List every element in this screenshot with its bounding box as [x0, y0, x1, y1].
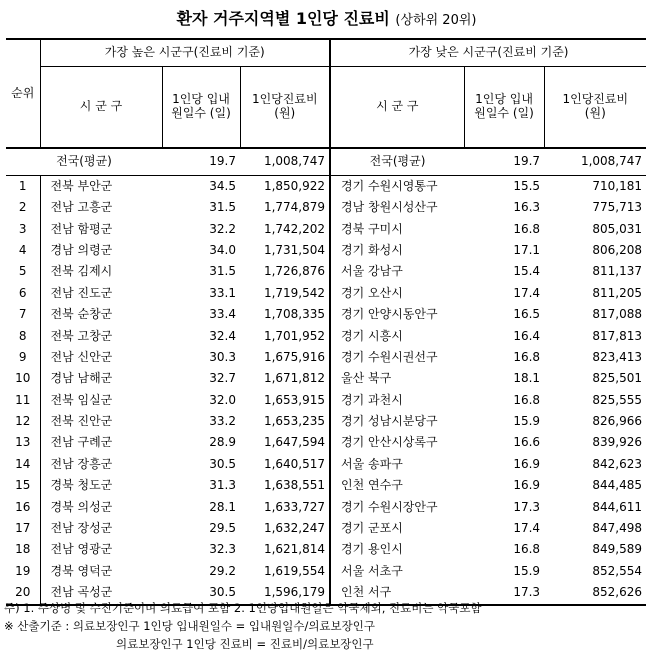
cell-low-cost: 839,926	[592, 435, 643, 450]
national-high-cost: 1,008,747	[240, 148, 330, 176]
table-row	[6, 326, 646, 347]
cell-high-days: 32.0	[209, 392, 236, 407]
cell-low-cost: 844,485	[592, 478, 643, 493]
cell-low-cost: 852,554	[592, 563, 643, 578]
cell-high-cost: 1,653,235	[263, 414, 326, 429]
national-average-row	[6, 148, 646, 176]
cell-high-cost: 1,708,335	[263, 307, 326, 322]
cell-low-days: 16.5	[513, 307, 541, 322]
footer-note-1: 주) 1. 주상병 및 수진기준이며 의료급여 포함 2. 1인당입내원일은 약국제외, 진료비는 약국포함	[4, 601, 482, 615]
cell-low-days: 16.8	[513, 542, 541, 557]
cell-high-days: 28.1	[209, 499, 236, 514]
table-row	[6, 454, 646, 475]
cell-high-region: 전남 장흥군	[50, 456, 113, 471]
cell-low-cost: 710,181	[592, 178, 643, 193]
cell-low-region: 경기 안양시동안구	[330, 304, 464, 325]
table-row	[6, 411, 646, 432]
cell-low-region: 경기 시흥시	[330, 326, 464, 347]
table-row	[6, 497, 646, 518]
cell-low-region: 경기 용인시	[330, 540, 464, 561]
table-row	[6, 240, 646, 261]
header-high-group: 가장 높은 시군구(진료비 기준)	[40, 39, 330, 67]
cell-high-region: 전남 신안군	[50, 349, 113, 364]
table-row	[6, 561, 646, 582]
cell-high-region: 경남 의령군	[50, 242, 113, 257]
ranking-rows	[6, 176, 646, 605]
national-low-cost: 1,008,747	[544, 148, 646, 176]
cell-high-region: 경북 영덕군	[50, 563, 113, 578]
cell-high-region: 전북 임실군	[50, 392, 113, 407]
cell-high-region: 전남 구례군	[50, 435, 113, 450]
cell-low-region: 경기 수원시영통구	[330, 176, 464, 198]
cell-low-cost: 826,966	[592, 414, 643, 429]
cell-high-days: 33.2	[209, 414, 236, 429]
cell-rank: 6	[6, 283, 40, 304]
cell-low-region: 경기 화성시	[330, 240, 464, 261]
cell-high-region: 경남 남해군	[50, 371, 113, 386]
cell-high-days: 29.5	[209, 521, 236, 536]
national-high-days: 19.7	[162, 148, 240, 176]
table-row	[6, 197, 646, 218]
cell-rank: 18	[6, 540, 40, 561]
cell-low-cost: 811,205	[592, 285, 643, 300]
cell-low-cost: 811,137	[592, 264, 643, 279]
cell-low-days: 15.5	[513, 178, 541, 193]
cell-high-region: 전북 고창군	[50, 328, 113, 343]
cell-low-cost: 844,611	[592, 499, 643, 514]
cell-low-days: 16.8	[513, 349, 541, 364]
cell-low-cost: 823,413	[592, 349, 643, 364]
cell-rank: 5	[6, 262, 40, 283]
header-high-region: 시 군 구	[40, 67, 162, 149]
cell-low-region: 경기 안산시상록구	[330, 433, 464, 454]
cell-high-region: 전남 함평군	[50, 221, 113, 236]
cell-high-cost: 1,671,812	[263, 371, 326, 386]
cell-high-region: 전북 진안군	[50, 414, 113, 429]
cell-low-days: 17.4	[513, 285, 541, 300]
header-low-days: 1인당 입내원일수 (일)	[464, 67, 544, 149]
cell-low-cost: 852,626	[544, 582, 646, 604]
cell-high-cost: 1,632,247	[263, 521, 326, 536]
cell-high-cost: 1,675,916	[263, 349, 326, 364]
cell-low-cost: 806,208	[592, 242, 643, 257]
cell-low-region: 서울 송파구	[330, 454, 464, 475]
cell-high-region: 경북 청도군	[50, 478, 113, 493]
header-row-columns	[6, 67, 646, 149]
national-low-days: 19.7	[464, 148, 544, 176]
cell-high-days: 30.5	[162, 582, 240, 604]
title-subtitle: (상하위 20위)	[395, 13, 477, 28]
cell-high-days: 29.2	[209, 563, 236, 578]
cell-low-cost: 849,589	[592, 542, 643, 557]
header-low-cost: 1인당진료비 (원)	[544, 67, 646, 149]
national-high-label: 전국(평균)	[6, 148, 162, 176]
cell-high-days: 30.3	[209, 349, 236, 364]
cell-low-days: 16.6	[513, 435, 541, 450]
table-row	[6, 475, 646, 496]
cell-low-region: 서울 서초구	[330, 561, 464, 582]
header-low-group: 가장 낮은 시군구(진료비 기준)	[330, 39, 646, 67]
cell-low-region: 경기 성남시분당구	[330, 411, 464, 432]
cell-low-region: 경기 수원시장안구	[330, 497, 464, 518]
cell-high-region: 전남 영광군	[50, 542, 113, 557]
cell-high-cost: 1,726,876	[263, 264, 326, 279]
table-row	[6, 540, 646, 561]
cell-low-cost: 817,088	[592, 307, 643, 322]
cell-low-days: 15.4	[513, 264, 541, 279]
cell-rank: 2	[6, 197, 40, 218]
cell-high-cost: 1,619,554	[263, 563, 326, 578]
cell-low-cost: 825,501	[592, 371, 643, 386]
title-main: 환자 거주지역별 1인당 진료비	[176, 9, 390, 28]
table-row	[6, 283, 646, 304]
cell-low-cost: 817,813	[592, 328, 643, 343]
cell-rank: 13	[6, 433, 40, 454]
cell-rank: 7	[6, 304, 40, 325]
table-row	[6, 518, 646, 539]
cell-rank: 4	[6, 240, 40, 261]
cell-low-days: 18.1	[513, 371, 541, 386]
cell-high-cost: 1,640,517	[263, 456, 326, 471]
cell-high-days: 33.1	[209, 285, 236, 300]
cell-high-region: 전북 김제시	[50, 264, 113, 279]
cell-low-days: 15.9	[513, 563, 541, 578]
header-high-cost: 1인당진료비 (원)	[240, 67, 330, 149]
header-high-days: 1인당 입내원일수 (일)	[162, 67, 240, 149]
cell-high-cost: 1,774,879	[263, 200, 326, 215]
cell-low-days: 17.4	[513, 521, 541, 536]
table-row	[6, 433, 646, 454]
cell-high-days: 34.5	[209, 178, 236, 193]
cell-low-days: 16.9	[513, 478, 541, 493]
cell-rank: 17	[6, 518, 40, 539]
cell-rank: 1	[6, 176, 40, 198]
table-row	[6, 262, 646, 283]
cell-high-region: 전북 부안군	[50, 178, 113, 193]
cell-rank: 16	[6, 497, 40, 518]
cell-low-days: 17.3	[464, 582, 544, 604]
cell-low-region: 인천 서구	[330, 582, 464, 604]
cell-high-region: 전남 진도군	[50, 285, 113, 300]
cell-low-cost: 842,623	[592, 456, 643, 471]
cell-high-cost: 1,647,594	[263, 435, 326, 450]
cell-high-region: 전남 장성군	[50, 521, 113, 536]
cell-low-days: 16.3	[513, 200, 541, 215]
cell-low-region: 경기 오산시	[330, 283, 464, 304]
cell-rank: 12	[6, 411, 40, 432]
cell-low-cost: 775,713	[592, 200, 643, 215]
cell-low-region: 경기 군포시	[330, 518, 464, 539]
cell-high-cost: 1,719,542	[263, 285, 326, 300]
cell-low-region: 경북 구미시	[330, 219, 464, 240]
cell-low-days: 16.9	[513, 456, 541, 471]
cell-high-cost: 1,731,504	[263, 242, 326, 257]
cell-rank: 19	[6, 561, 40, 582]
cell-low-days: 16.4	[513, 328, 541, 343]
cell-high-region: 전남 고흥군	[50, 200, 113, 215]
cell-high-cost: 1,653,915	[263, 392, 326, 407]
table-row	[6, 219, 646, 240]
footer-note-3: 의료보장인구 1인당 진료비 = 진료비/의료보장인구	[116, 637, 374, 651]
cell-low-region: 인천 연수구	[330, 475, 464, 496]
header-row-groups	[6, 39, 646, 67]
ranking-table	[6, 38, 646, 606]
cell-high-cost: 1,633,727	[263, 499, 326, 514]
cell-rank: 11	[6, 390, 40, 411]
cell-high-days: 32.3	[209, 542, 236, 557]
cell-low-region: 서울 강남구	[330, 262, 464, 283]
cell-high-days: 31.5	[209, 264, 236, 279]
cell-rank: 10	[6, 369, 40, 390]
footer-note-2: ※ 산출기준 : 의료보장인구 1인당 입내원일수 = 입내원일수/의료보장인구	[4, 619, 375, 633]
cell-high-region: 경북 의성군	[50, 499, 113, 514]
cell-rank: 3	[6, 219, 40, 240]
page-title	[0, 6, 653, 29]
cell-low-cost: 847,498	[592, 521, 643, 536]
cell-low-cost: 825,555	[592, 392, 643, 407]
cell-high-days: 30.5	[209, 456, 236, 471]
cell-high-cost: 1,701,952	[263, 328, 326, 343]
cell-high-cost: 1,596,179	[240, 582, 330, 604]
table-row	[6, 369, 646, 390]
cell-rank: 15	[6, 475, 40, 496]
cell-rank: 8	[6, 326, 40, 347]
cell-low-region: 경남 창원시성산구	[330, 197, 464, 218]
cell-high-days: 32.2	[209, 221, 236, 236]
cell-low-days: 16.8	[513, 221, 541, 236]
cell-low-days: 16.8	[513, 392, 541, 407]
cell-low-days: 15.9	[513, 414, 541, 429]
cell-high-days: 32.7	[209, 371, 236, 386]
cell-low-region: 경기 수원시권선구	[330, 347, 464, 368]
cell-low-cost: 805,031	[592, 221, 643, 236]
cell-rank: 9	[6, 347, 40, 368]
table-row	[6, 390, 646, 411]
cell-high-cost: 1,742,202	[263, 221, 326, 236]
cell-low-days: 17.3	[513, 499, 541, 514]
cell-high-days: 34.0	[209, 242, 236, 257]
cell-low-region: 경기 과천시	[330, 390, 464, 411]
cell-high-cost: 1,850,922	[263, 178, 326, 193]
cell-low-region: 울산 북구	[330, 369, 464, 390]
cell-low-days: 17.1	[513, 242, 541, 257]
table-row	[6, 176, 646, 198]
cell-high-cost: 1,638,551	[263, 478, 326, 493]
cell-rank: 20	[6, 582, 40, 604]
cell-rank: 14	[6, 454, 40, 475]
national-low-label: 전국(평균)	[330, 148, 464, 176]
table-row	[6, 347, 646, 368]
table-row	[6, 304, 646, 325]
cell-high-days: 28.9	[209, 435, 236, 450]
cell-high-days: 32.4	[209, 328, 236, 343]
cell-high-region: 전북 순창군	[50, 307, 113, 322]
cell-high-days: 31.5	[209, 200, 236, 215]
cell-high-cost: 1,621,814	[263, 542, 326, 557]
header-low-region: 시 군 구	[330, 67, 464, 149]
header-rank: 순위	[6, 39, 40, 148]
cell-high-days: 33.4	[209, 307, 236, 322]
cell-high-region: 전남 곡성군	[40, 582, 162, 604]
cell-high-days: 31.3	[209, 478, 236, 493]
